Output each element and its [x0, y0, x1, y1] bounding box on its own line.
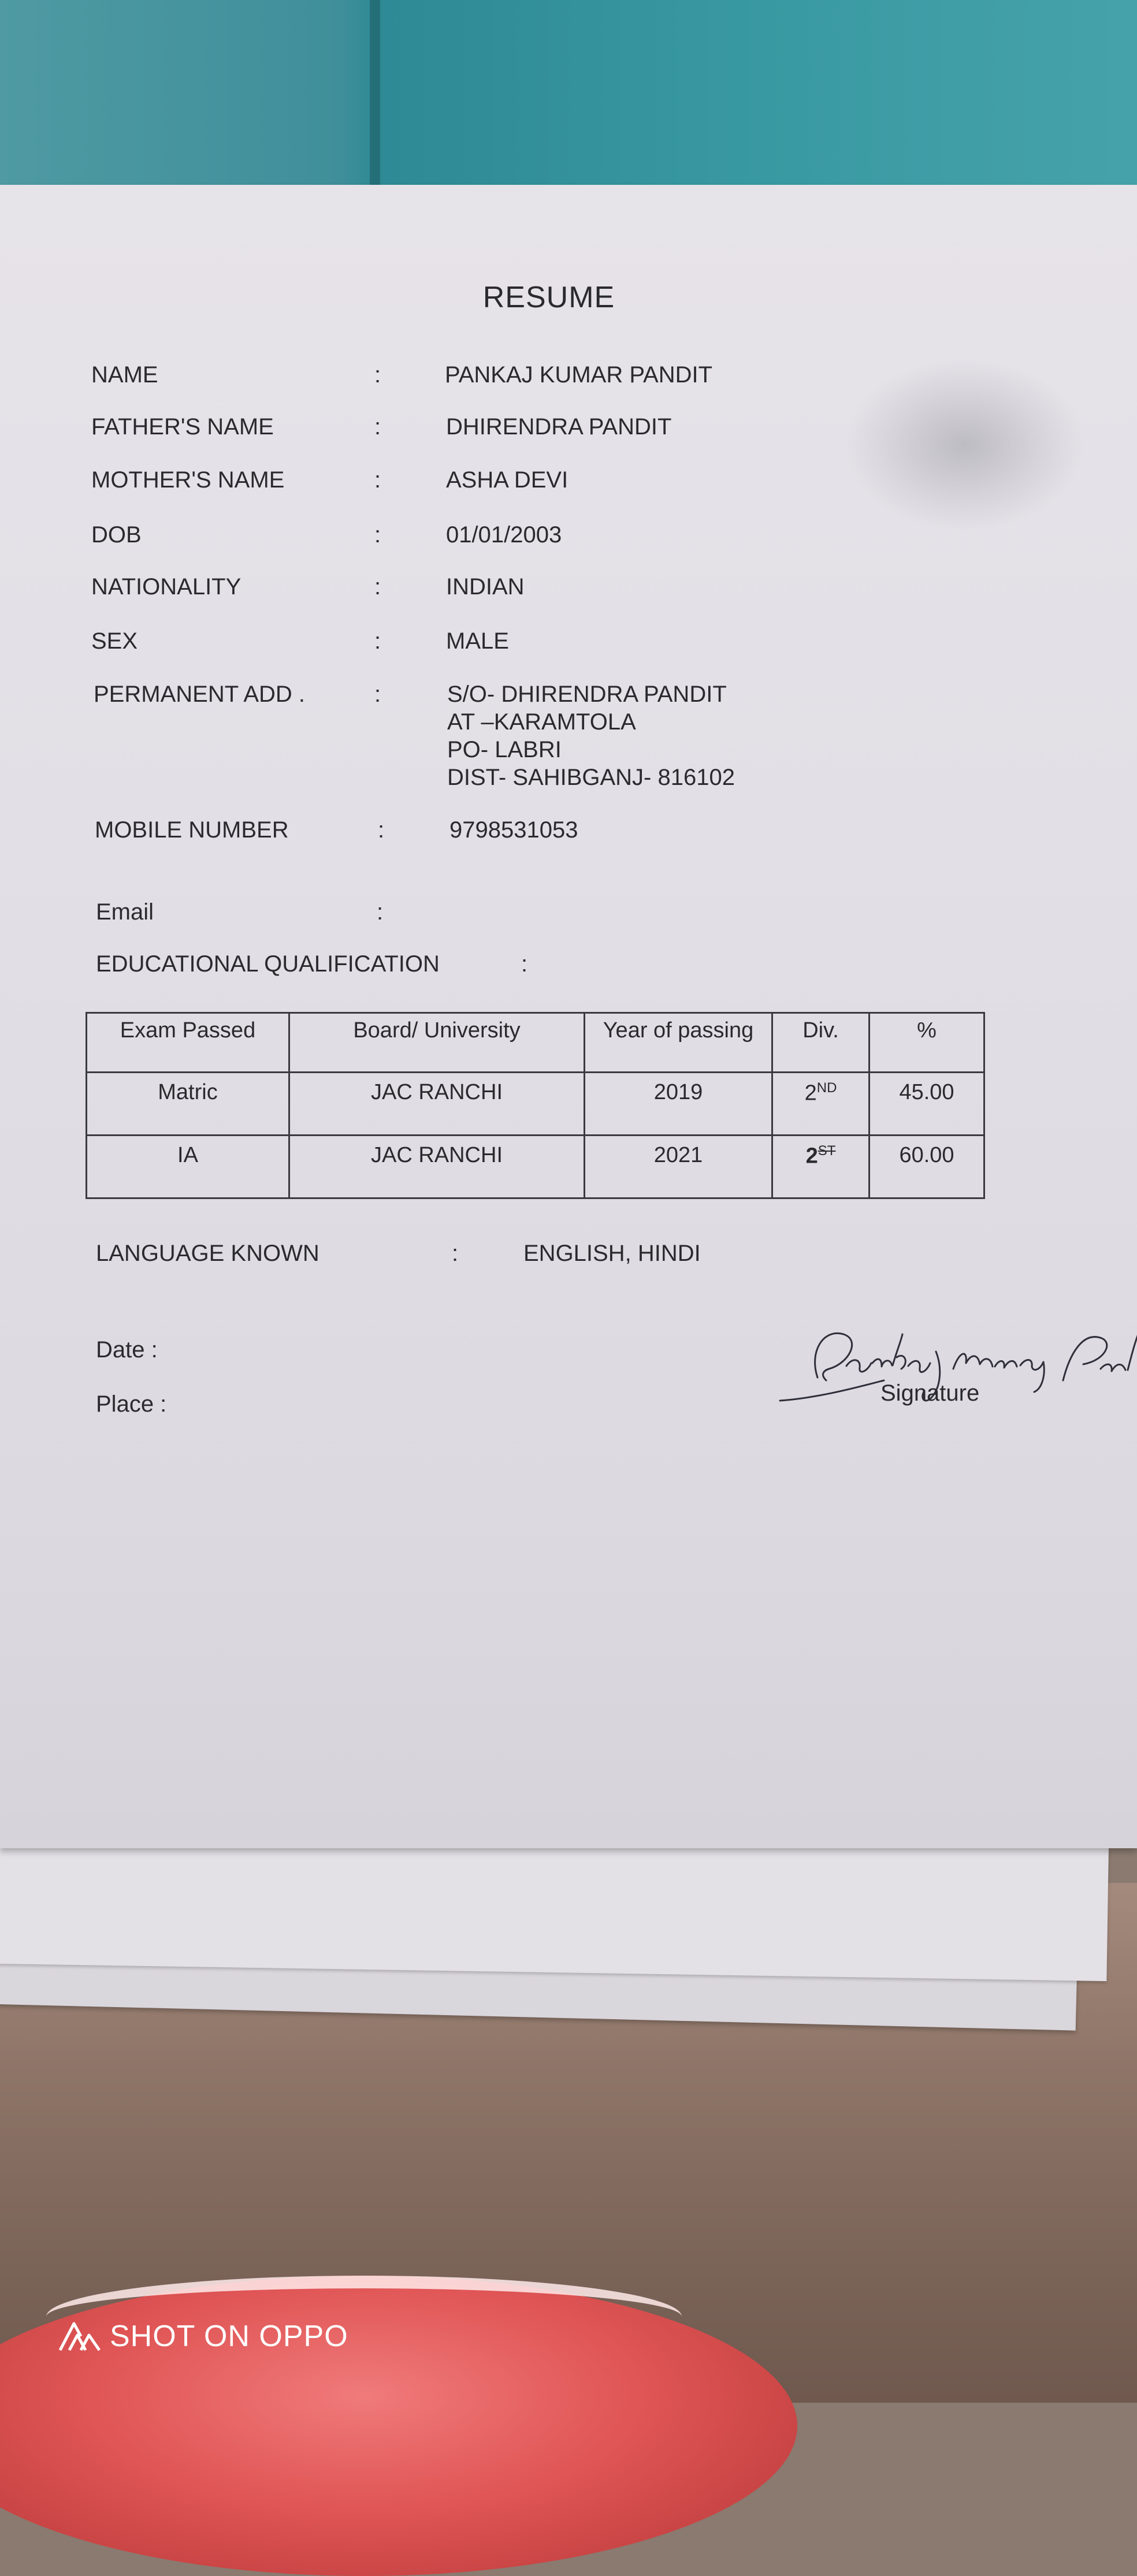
field-value: PANKAJ KUMAR PANDIT: [445, 362, 713, 388]
address-block: [447, 680, 735, 791]
field-label: Date :: [96, 1337, 158, 1363]
percent-cell: 45.00: [870, 1073, 984, 1136]
field-label: DOB: [91, 522, 142, 548]
field-colon: :: [374, 467, 381, 493]
field-colon: :: [374, 362, 381, 388]
percent-cell: 60.00: [870, 1136, 984, 1198]
address-line: DIST- SAHIBGANJ- 816102: [447, 765, 735, 790]
column-header: Exam Passed: [87, 1013, 289, 1073]
field-colon: :: [378, 817, 385, 843]
title-text: RESUME: [482, 281, 615, 314]
page-title: [0, 280, 1098, 315]
field-label: LANGUAGE KNOWN: [96, 1241, 319, 1266]
field-value: INDIAN: [446, 574, 525, 600]
field-colon: :: [374, 682, 381, 707]
camera-watermark: [58, 2319, 348, 2354]
field-label: EDUCATIONAL QUALIFICATION: [96, 951, 440, 977]
field-label: NAME: [91, 362, 158, 388]
division-suffix: ST: [818, 1143, 836, 1159]
table-row: [87, 1073, 984, 1136]
field-label: MOTHER'S NAME: [91, 467, 285, 493]
field-label: MOBILE NUMBER: [95, 817, 289, 843]
field-colon: :: [452, 1241, 459, 1266]
field-colon: :: [374, 414, 381, 440]
address-line: PO- LABRI: [447, 737, 562, 762]
field-label: NATIONALITY: [91, 574, 241, 600]
resume-page: [0, 185, 1137, 1848]
field-colon: :: [377, 899, 384, 925]
column-header: %: [870, 1013, 984, 1073]
column-header: Year of passing: [585, 1013, 772, 1073]
field-label: SEX: [91, 628, 138, 654]
address-line: AT –KARAMTOLA: [447, 709, 636, 735]
field-label: Place :: [96, 1391, 167, 1417]
field-value: 9798531053: [449, 817, 578, 843]
column-header: Board/ University: [289, 1013, 585, 1073]
background-seam: [370, 0, 380, 208]
division-value: 2: [804, 1081, 817, 1105]
division-cell: [772, 1136, 870, 1198]
table-header-row: [87, 1013, 984, 1073]
smudge: [844, 358, 1086, 531]
exam-cell: Matric: [87, 1073, 289, 1136]
table-row: [87, 1136, 984, 1198]
year-cell: 2021: [585, 1136, 772, 1198]
column-header: Div.: [772, 1013, 870, 1073]
field-colon: :: [374, 522, 381, 548]
camera-logo-icon: [58, 2320, 102, 2352]
year-cell: 2019: [585, 1073, 772, 1136]
division-suffix: ND: [816, 1080, 837, 1096]
address-line: S/O- DHIRENDRA PANDIT: [447, 682, 727, 707]
qualification-table: [86, 1012, 985, 1199]
division-value: 2: [805, 1144, 818, 1168]
field-colon: :: [521, 951, 528, 977]
board-cell: JAC RANCHI: [289, 1136, 585, 1198]
division-cell: [772, 1073, 870, 1136]
field-value: MALE: [446, 628, 509, 654]
field-value: ASHA DEVI: [446, 467, 568, 493]
field-value: DHIRENDRA PANDIT: [446, 414, 672, 440]
field-value: 01/01/2003: [446, 522, 562, 548]
field-label: FATHER'S NAME: [91, 414, 274, 440]
board-cell: JAC RANCHI: [289, 1073, 585, 1136]
field-value: ENGLISH, HINDI: [523, 1241, 701, 1266]
signature-label: Signature: [880, 1380, 980, 1406]
watermark-text: SHOT ON OPPO: [110, 2320, 348, 2353]
exam-cell: IA: [87, 1136, 289, 1198]
field-colon: :: [374, 628, 381, 654]
field-colon: :: [374, 574, 381, 600]
field-label: PERMANENT ADD .: [94, 682, 305, 707]
field-label: Email: [96, 899, 154, 925]
